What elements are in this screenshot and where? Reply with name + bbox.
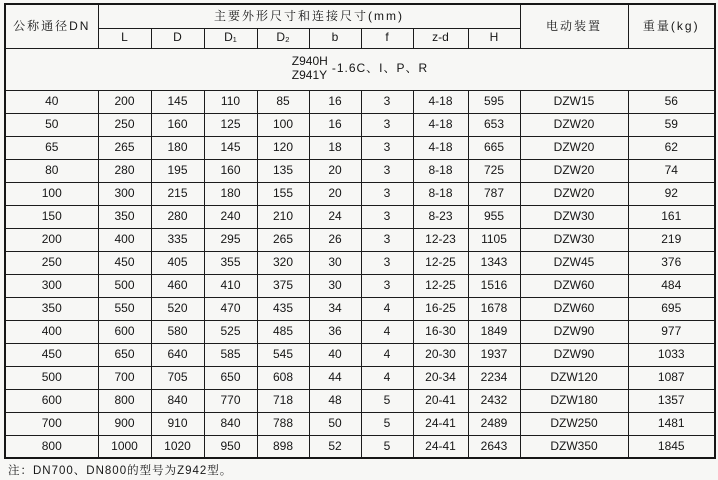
table-cell: 8-18	[413, 159, 468, 182]
table-cell: 600	[98, 320, 151, 343]
dims-group-header: 主要外形尺寸和连接尺寸(mm)	[98, 4, 520, 28]
table-cell: 155	[257, 182, 309, 205]
model-code-bottom: Z941Y	[291, 68, 328, 82]
table-cell: 16	[309, 90, 361, 113]
model-codes	[292, 55, 328, 83]
table-cell: 125	[204, 113, 257, 136]
table-cell: 16	[309, 113, 361, 136]
table-cell: 161	[628, 205, 715, 228]
table-cell: 1020	[151, 435, 204, 458]
table-cell: 240	[204, 205, 257, 228]
header-row-group	[5, 4, 715, 28]
model-designation-row	[5, 48, 715, 90]
table-cell: 145	[151, 90, 204, 113]
table-cell: 280	[151, 205, 204, 228]
table-cell: 700	[98, 366, 151, 389]
table-cell: 3	[361, 159, 413, 182]
table-cell: 59	[628, 113, 715, 136]
table-cell: 250	[5, 251, 98, 274]
table-cell: 525	[204, 320, 257, 343]
table-row	[5, 435, 715, 458]
table-cell: 265	[98, 136, 151, 159]
table-cell: 24-41	[413, 435, 468, 458]
table-cell: 484	[628, 274, 715, 297]
table-cell: 210	[257, 205, 309, 228]
table-row	[5, 412, 715, 435]
table-row	[5, 343, 715, 366]
table-cell: 160	[204, 159, 257, 182]
table-cell: 250	[98, 113, 151, 136]
table-cell: 1087	[628, 366, 715, 389]
table-cell: 56	[628, 90, 715, 113]
table-cell: 718	[257, 389, 309, 412]
table-cell: 1343	[468, 251, 520, 274]
table-cell: 30	[309, 274, 361, 297]
table-cell: 600	[5, 389, 98, 412]
table-cell: 200	[98, 90, 151, 113]
table-cell: 295	[204, 228, 257, 251]
table-cell: 470	[204, 297, 257, 320]
table-cell: 2432	[468, 389, 520, 412]
table-row	[5, 297, 715, 320]
table-cell: 1105	[468, 228, 520, 251]
table-cell: 219	[628, 228, 715, 251]
table-cell: 3	[361, 251, 413, 274]
col-header-D1: D₁	[204, 28, 257, 48]
table-header	[5, 4, 715, 48]
table-cell: 375	[257, 274, 309, 297]
table-cell: 120	[257, 136, 309, 159]
col-header-actuator: 电动装置	[520, 4, 628, 48]
table-cell: 2489	[468, 412, 520, 435]
table-cell: 955	[468, 205, 520, 228]
table-body	[5, 90, 715, 458]
table-cell: 20-41	[413, 389, 468, 412]
table-cell: 910	[151, 412, 204, 435]
table-row	[5, 159, 715, 182]
table-cell: 787	[468, 182, 520, 205]
table-cell: 650	[204, 366, 257, 389]
table-cell: 545	[257, 343, 309, 366]
table-cell: 18	[309, 136, 361, 159]
col-header-f: f	[361, 28, 413, 48]
table-cell: 435	[257, 297, 309, 320]
table-cell: 840	[151, 389, 204, 412]
table-cell: 4	[361, 366, 413, 389]
footnote: 注：DN700、DN800的型号为Z942型。	[8, 465, 233, 477]
table-cell: 580	[151, 320, 204, 343]
table-cell: 4-18	[413, 136, 468, 159]
table-row	[5, 90, 715, 113]
table-cell: 950	[204, 435, 257, 458]
table-cell: 12-25	[413, 274, 468, 297]
table-cell: 100	[5, 182, 98, 205]
table-cell: 74	[628, 159, 715, 182]
table-cell: 40	[309, 343, 361, 366]
table-cell: 460	[151, 274, 204, 297]
table-cell: DZW180	[520, 389, 628, 412]
table-cell: 50	[5, 113, 98, 136]
table-cell: 3	[361, 113, 413, 136]
table-cell: 335	[151, 228, 204, 251]
col-header-H: H	[468, 28, 520, 48]
col-header-D: D	[151, 28, 204, 48]
table-cell: 160	[151, 113, 204, 136]
table-cell: 4-18	[413, 90, 468, 113]
table-cell: 500	[98, 274, 151, 297]
table-cell: 1516	[468, 274, 520, 297]
table-cell: 550	[98, 297, 151, 320]
table-cell: 8-23	[413, 205, 468, 228]
table-cell: 400	[5, 320, 98, 343]
table-cell: 1033	[628, 343, 715, 366]
table-cell: 24	[309, 205, 361, 228]
table-cell: DZW15	[520, 90, 628, 113]
table-row	[5, 136, 715, 159]
table-cell: 20-30	[413, 343, 468, 366]
table-cell: DZW350	[520, 435, 628, 458]
model-designation	[6, 55, 714, 83]
table-cell: 3	[361, 228, 413, 251]
table-row	[5, 113, 715, 136]
table-cell: 355	[204, 251, 257, 274]
table-cell: 16-30	[413, 320, 468, 343]
table-row	[5, 205, 715, 228]
table-row	[5, 251, 715, 274]
table-cell: 40	[5, 90, 98, 113]
table-cell: 12-23	[413, 228, 468, 251]
table-cell: DZW45	[520, 251, 628, 274]
table-cell: 595	[468, 90, 520, 113]
table-cell: 900	[98, 412, 151, 435]
col-header-dn: 公称通径DN	[5, 4, 98, 48]
table-cell: 20-34	[413, 366, 468, 389]
col-header-D2: D₂	[257, 28, 309, 48]
table-cell: 4	[361, 320, 413, 343]
table-cell: 350	[5, 297, 98, 320]
table-cell: 405	[151, 251, 204, 274]
table-cell: 3	[361, 136, 413, 159]
table-cell: 80	[5, 159, 98, 182]
table-row	[5, 320, 715, 343]
model-suffix: -1.6C、I、P、R	[331, 61, 429, 76]
table-cell: 4	[361, 297, 413, 320]
table-cell: DZW60	[520, 297, 628, 320]
table-row	[5, 182, 715, 205]
table-cell: 410	[204, 274, 257, 297]
table-cell: DZW250	[520, 412, 628, 435]
table-cell: 1849	[468, 320, 520, 343]
table-cell: 840	[204, 412, 257, 435]
table-cell: 5	[361, 412, 413, 435]
table-cell: 450	[98, 251, 151, 274]
table-cell: 485	[257, 320, 309, 343]
table-cell: DZW20	[520, 136, 628, 159]
table-cell: 3	[361, 205, 413, 228]
table-cell: 50	[309, 412, 361, 435]
col-header-weight: 重量(kg)	[628, 4, 715, 48]
table-cell: 376	[628, 251, 715, 274]
table-cell: 300	[5, 274, 98, 297]
col-header-zd: z-d	[413, 28, 468, 48]
table-cell: 180	[204, 182, 257, 205]
table-cell: 5	[361, 435, 413, 458]
table-cell: 110	[204, 90, 257, 113]
table-cell: 585	[204, 343, 257, 366]
table-cell: DZW20	[520, 182, 628, 205]
table-cell: 2643	[468, 435, 520, 458]
table-cell: 700	[5, 412, 98, 435]
table-cell: 1678	[468, 297, 520, 320]
table-cell: 788	[257, 412, 309, 435]
table-cell: DZW20	[520, 113, 628, 136]
table-cell: DZW120	[520, 366, 628, 389]
table-cell: 500	[5, 366, 98, 389]
table-cell: 8-18	[413, 182, 468, 205]
table-cell: 12-25	[413, 251, 468, 274]
table-cell: 30	[309, 251, 361, 274]
table-cell: 215	[151, 182, 204, 205]
table-cell: 608	[257, 366, 309, 389]
table-cell: 800	[98, 389, 151, 412]
table-cell: 1357	[628, 389, 715, 412]
table-cell: 4	[361, 343, 413, 366]
table-cell: 20	[309, 159, 361, 182]
table-cell: 100	[257, 113, 309, 136]
table-cell: 725	[468, 159, 520, 182]
table-cell: 3	[361, 182, 413, 205]
table-cell: 16-25	[413, 297, 468, 320]
table-cell: 653	[468, 113, 520, 136]
table-cell: 520	[151, 297, 204, 320]
table-cell: 1845	[628, 435, 715, 458]
table-cell: 65	[5, 136, 98, 159]
table-cell: DZW20	[520, 159, 628, 182]
table-cell: 4-18	[413, 113, 468, 136]
table-row	[5, 389, 715, 412]
table-cell: 145	[204, 136, 257, 159]
table-cell: 62	[628, 136, 715, 159]
table-cell: 85	[257, 90, 309, 113]
table-cell: 180	[151, 136, 204, 159]
table-cell: 300	[98, 182, 151, 205]
table-cell: DZW90	[520, 343, 628, 366]
table-cell: 24-41	[413, 412, 468, 435]
col-header-b: b	[309, 28, 361, 48]
table-row	[5, 274, 715, 297]
table-cell: 898	[257, 435, 309, 458]
table-cell: 695	[628, 297, 715, 320]
table-row	[5, 366, 715, 389]
table-cell: DZW30	[520, 228, 628, 251]
table-cell: 195	[151, 159, 204, 182]
table-cell: 1937	[468, 343, 520, 366]
table-cell: 280	[98, 159, 151, 182]
table-cell: 44	[309, 366, 361, 389]
table-cell: 2234	[468, 366, 520, 389]
table-cell: 450	[5, 343, 98, 366]
table-cell: 400	[98, 228, 151, 251]
table-cell: 265	[257, 228, 309, 251]
table-cell: 800	[5, 435, 98, 458]
table-cell: 3	[361, 274, 413, 297]
col-header-L: L	[98, 28, 151, 48]
table-cell: 150	[5, 205, 98, 228]
table-cell: 665	[468, 136, 520, 159]
table-cell: 3	[361, 90, 413, 113]
table-cell: 48	[309, 389, 361, 412]
table-cell: DZW90	[520, 320, 628, 343]
table-cell: 650	[98, 343, 151, 366]
model-code-top: Z940H	[291, 54, 328, 69]
table-cell: 36	[309, 320, 361, 343]
table-cell: 5	[361, 389, 413, 412]
table-cell: 1481	[628, 412, 715, 435]
table-cell: 977	[628, 320, 715, 343]
table-cell: 350	[98, 205, 151, 228]
model-designation-cell	[5, 48, 715, 90]
table-row	[5, 228, 715, 251]
table-cell: 52	[309, 435, 361, 458]
table-cell: 640	[151, 343, 204, 366]
table-cell: DZW60	[520, 274, 628, 297]
table-cell: 770	[204, 389, 257, 412]
table-cell: 705	[151, 366, 204, 389]
table-cell: 34	[309, 297, 361, 320]
table-cell: 320	[257, 251, 309, 274]
table-cell: 1000	[98, 435, 151, 458]
table-cell: 26	[309, 228, 361, 251]
table-cell: DZW30	[520, 205, 628, 228]
table-cell: 135	[257, 159, 309, 182]
table-cell: 92	[628, 182, 715, 205]
valve-spec-table	[4, 3, 716, 459]
table-cell: 200	[5, 228, 98, 251]
table-cell: 20	[309, 182, 361, 205]
